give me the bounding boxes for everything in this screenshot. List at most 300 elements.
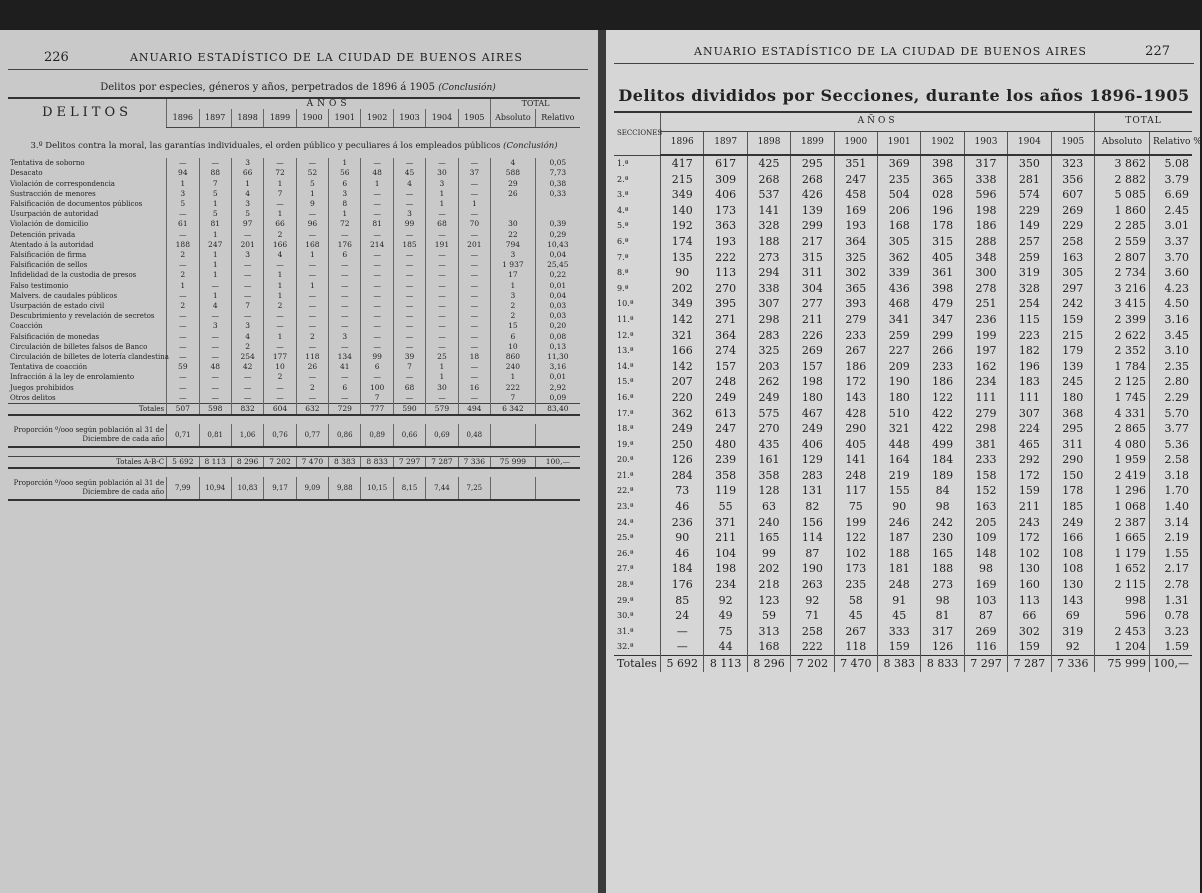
year-value: — <box>458 311 490 321</box>
year-value: 178 <box>921 218 964 234</box>
year-value: 1 <box>296 281 328 291</box>
year-value: 73 <box>661 483 704 499</box>
year-value: 5 <box>199 209 231 219</box>
year-value: — <box>231 291 263 301</box>
year-value: 30 <box>426 383 458 393</box>
year-value: 468 <box>878 296 921 312</box>
year-value: 142 <box>661 312 704 328</box>
summary-value: 7 336 <box>458 457 490 469</box>
year-value: 254 <box>231 352 263 362</box>
year-value: 349 <box>661 187 704 203</box>
year-value: 257 <box>1008 234 1051 250</box>
year-value: 141 <box>834 452 877 468</box>
year-value: 52 <box>296 168 328 178</box>
year-value: 249 <box>791 421 834 437</box>
absoluto-value: 1 860 <box>1095 203 1150 219</box>
year-value: — <box>231 281 263 291</box>
year-value: 211 <box>1008 499 1051 515</box>
seccion-label: 16.ª <box>617 392 634 402</box>
year-value: 233 <box>921 359 964 375</box>
year-value: 292 <box>1008 452 1051 468</box>
year-value: 248 <box>878 577 921 593</box>
year-value: 317 <box>964 155 1007 172</box>
year-value: — <box>361 199 393 209</box>
total-relativo: 100,— <box>1150 656 1192 672</box>
relativo-value: 5.08 <box>1150 155 1192 172</box>
year-value: — <box>361 209 393 219</box>
absoluto-value: 3 <box>491 250 536 260</box>
year-value: 169 <box>964 577 1007 593</box>
year-value: 242 <box>921 515 964 531</box>
year-value: 269 <box>1051 203 1094 219</box>
empty-cell <box>535 477 580 500</box>
absoluto-value: 794 <box>491 240 536 250</box>
year-value: 321 <box>878 421 921 437</box>
year-value: 217 <box>791 234 834 250</box>
year-value: 152 <box>964 483 1007 499</box>
year-value: 575 <box>747 406 790 422</box>
year-header: 1905 <box>1051 132 1094 156</box>
year-value: 59 <box>747 608 790 624</box>
year-value: 158 <box>964 468 1007 484</box>
summary-value: 507 <box>167 404 199 416</box>
absoluto-value: 2 865 <box>1095 421 1150 437</box>
year-value: 613 <box>704 406 747 422</box>
year-value: 307 <box>1008 406 1051 422</box>
table-row <box>614 452 1192 468</box>
delito-name: Desacato <box>10 169 43 178</box>
table-row <box>8 301 580 311</box>
year-value: 4 <box>393 179 425 189</box>
year-value: 114 <box>791 530 834 546</box>
year-value: 458 <box>834 187 877 203</box>
year-value: 99 <box>361 352 393 362</box>
absoluto-value: 588 <box>491 168 536 178</box>
summary-value: 8 383 <box>329 457 361 469</box>
year-value: 90 <box>878 499 921 515</box>
year-value: — <box>426 260 458 270</box>
year-value: 113 <box>704 265 747 281</box>
relativo-value <box>535 209 580 219</box>
year-value: — <box>393 332 425 342</box>
delito-name: Violación de correspondencia <box>10 179 115 188</box>
summary-value: 604 <box>264 404 296 416</box>
year-value: 269 <box>791 343 834 359</box>
year-value: 393 <box>834 296 877 312</box>
seccion-label: 26.ª <box>617 548 634 558</box>
year-value: — <box>329 291 361 301</box>
summary-row <box>8 424 580 447</box>
table-row <box>8 189 580 199</box>
year-value: — <box>296 270 328 280</box>
relativo-value: 3.45 <box>1150 328 1192 344</box>
absoluto-value: 22 <box>491 230 536 240</box>
year-value: 211 <box>791 312 834 328</box>
year-value: — <box>361 291 393 301</box>
seccion-label: 3.ª <box>617 190 629 200</box>
year-value: 102 <box>834 546 877 562</box>
year-value: 188 <box>878 546 921 562</box>
year-value: — <box>167 209 199 219</box>
relativo-value: 0,22 <box>535 270 580 280</box>
year-value: 199 <box>834 515 877 531</box>
year-value: 258 <box>791 624 834 640</box>
year-value: 249 <box>661 421 704 437</box>
table-row <box>8 260 580 270</box>
absoluto-value: 2 419 <box>1095 468 1150 484</box>
year-value: 16 <box>458 383 490 393</box>
year-value: 174 <box>661 234 704 250</box>
year-value: 1 <box>199 291 231 301</box>
year-value: 45 <box>834 608 877 624</box>
year-value: 69 <box>1051 608 1094 624</box>
year-value: 295 <box>791 155 834 172</box>
year-value: 81 <box>199 219 231 229</box>
year-value: — <box>458 321 490 331</box>
relativo-value: 0,04 <box>535 291 580 301</box>
year-value: 39 <box>393 352 425 362</box>
year-value: 115 <box>1008 312 1051 328</box>
year-value: 66 <box>264 219 296 229</box>
year-value: — <box>426 332 458 342</box>
seccion-label: 5.ª <box>617 221 629 231</box>
year-value: 254 <box>1008 296 1051 312</box>
right-running-title: ANUARIO ESTADÍSTICO DE LA CIUDAD DE BUENOS AIRES <box>694 45 1087 58</box>
table-row <box>8 240 580 250</box>
summary-value: 0,48 <box>458 424 490 447</box>
year-value: 1 <box>361 179 393 189</box>
relativo-value: 1.59 <box>1150 639 1192 655</box>
section-note: (Conclusión) <box>503 140 558 151</box>
year-value: — <box>458 179 490 189</box>
delito-name: Detención privada <box>10 230 76 239</box>
absoluto-value: 30 <box>491 219 536 229</box>
year-value: 242 <box>1051 296 1094 312</box>
left-page <box>0 30 598 893</box>
year-value: 202 <box>747 561 790 577</box>
summary-label: Totales <box>8 404 167 416</box>
delito-name: Tentativa de soborno <box>10 159 85 168</box>
year-value: 617 <box>704 155 747 172</box>
year-value: 92 <box>1051 639 1094 655</box>
relativo-value: 0,03 <box>535 301 580 311</box>
table-row <box>614 499 1192 515</box>
table-row <box>614 155 1192 172</box>
year-value: 49 <box>704 608 747 624</box>
year-value: 126 <box>661 452 704 468</box>
table-row <box>614 421 1192 437</box>
year-value: 279 <box>964 406 1007 422</box>
absoluto-value: 2 285 <box>1095 218 1150 234</box>
absoluto-value: 3 415 <box>1095 296 1150 312</box>
absoluto-value: 15 <box>491 321 536 331</box>
year-value: 263 <box>791 577 834 593</box>
absoluto-value: 5 085 <box>1095 187 1150 203</box>
year-value: 9 <box>296 199 328 209</box>
summary-value: 7 297 <box>393 457 425 469</box>
year-value: 66 <box>1008 608 1051 624</box>
table-row <box>8 393 580 404</box>
year-value: 365 <box>834 281 877 297</box>
year-value: — <box>199 332 231 342</box>
year-value: 45 <box>878 608 921 624</box>
total-value: 7 287 <box>1008 656 1051 672</box>
year-value: 104 <box>704 546 747 562</box>
spacer <box>8 415 580 424</box>
year-value: 159 <box>1008 483 1051 499</box>
year-value: 197 <box>964 343 1007 359</box>
table-row <box>614 328 1192 344</box>
year-value: 1 <box>264 179 296 189</box>
total-value: 7 470 <box>834 656 877 672</box>
year-value: — <box>329 342 361 352</box>
absoluto-value: 2 <box>491 311 536 321</box>
year-value: — <box>393 372 425 382</box>
year-value: 504 <box>878 187 921 203</box>
year-value: 142 <box>661 359 704 375</box>
summary-value: 8,15 <box>393 477 425 500</box>
year-header: 1897 <box>199 109 231 128</box>
relativo-value: 1.40 <box>1150 499 1192 515</box>
year-value: 192 <box>661 218 704 234</box>
table-row <box>614 624 1192 640</box>
year-value: 245 <box>1051 374 1094 390</box>
absoluto-value: 1 204 <box>1095 639 1150 655</box>
year-value: 248 <box>834 468 877 484</box>
absoluto-value: 2 622 <box>1095 328 1150 344</box>
total-value: 7 336 <box>1051 656 1094 672</box>
relativo-value: 0,29 <box>535 230 580 240</box>
relativo-value: 5.36 <box>1150 437 1192 453</box>
year-value: — <box>426 270 458 280</box>
year-value: — <box>167 260 199 270</box>
absoluto-value: 1 652 <box>1095 561 1150 577</box>
year-value: 229 <box>1051 218 1094 234</box>
year-value: 188 <box>167 240 199 250</box>
year-value: 299 <box>921 328 964 344</box>
year-value: 1 <box>426 372 458 382</box>
year-value: 188 <box>747 234 790 250</box>
year-value: 99 <box>393 219 425 229</box>
year-value: 139 <box>1051 359 1094 375</box>
table-row <box>8 332 580 342</box>
table-row <box>8 321 580 331</box>
absoluto-value: 1 784 <box>1095 359 1150 375</box>
relativo-value: 3.01 <box>1150 218 1192 234</box>
year-value: 82 <box>791 499 834 515</box>
table-row <box>614 187 1192 203</box>
year-value: 368 <box>1051 406 1094 422</box>
summary-row <box>8 457 580 469</box>
year-value: — <box>167 291 199 301</box>
year-value: 75 <box>704 624 747 640</box>
year-value: — <box>426 393 458 404</box>
summary-value: 10,15 <box>361 477 393 500</box>
year-value: 196 <box>921 203 964 219</box>
absoluto-value: 2 115 <box>1095 577 1150 593</box>
year-value: 323 <box>1051 155 1094 172</box>
summary-value: 8 113 <box>199 457 231 469</box>
year-value: 229 <box>1008 203 1051 219</box>
year-value: 315 <box>791 250 834 266</box>
year-value: — <box>361 270 393 280</box>
year-value: 148 <box>964 546 1007 562</box>
year-value: 236 <box>661 515 704 531</box>
year-value: 480 <box>704 437 747 453</box>
table-row <box>614 250 1192 266</box>
summary-value: 0,81 <box>199 424 231 447</box>
year-value: 130 <box>1008 561 1051 577</box>
year-value: 226 <box>791 328 834 344</box>
relativo-value: 3.79 <box>1150 172 1192 188</box>
year-value: — <box>393 250 425 260</box>
year-value: 3 <box>426 179 458 189</box>
year-value: 358 <box>747 468 790 484</box>
year-value: 222 <box>791 639 834 655</box>
year-value: — <box>361 260 393 270</box>
year-value: 143 <box>1051 593 1094 609</box>
summary-value: 598 <box>199 404 231 416</box>
totals-row <box>614 656 1192 672</box>
absoluto-value: 4 <box>491 158 536 168</box>
year-value: 319 <box>1051 624 1094 640</box>
absoluto-value: 222 <box>491 383 536 393</box>
year-value: 215 <box>1051 328 1094 344</box>
year-value: 116 <box>964 639 1007 655</box>
summary-label: Proporción º/ooo según población al 31 de Diciembre de cada año <box>8 477 167 500</box>
year-value: 1 <box>329 209 361 219</box>
year-value: 214 <box>361 240 393 250</box>
year-value: 1 <box>426 199 458 209</box>
seccion-label: 11.ª <box>617 314 634 324</box>
year-value: 87 <box>964 608 1007 624</box>
year-value: 198 <box>791 374 834 390</box>
year-value: 1 <box>199 260 231 270</box>
absoluto-value: 4 331 <box>1095 406 1150 422</box>
relativo-value: 0,09 <box>535 393 580 404</box>
year-value: — <box>426 321 458 331</box>
seccion-label: 30.ª <box>617 611 634 621</box>
year-value: 177 <box>264 352 296 362</box>
absoluto-value: 596 <box>1095 608 1150 624</box>
relativo-value: 3.70 <box>1150 250 1192 266</box>
summary-value: 7,25 <box>458 477 490 500</box>
year-value: 1 <box>167 179 199 189</box>
table-row <box>614 343 1192 359</box>
year-value: 425 <box>747 155 790 172</box>
empty-cell <box>491 477 536 500</box>
relativo-value: 0,03 <box>535 311 580 321</box>
right-table-title: Delitos divididos por Secciones, durante los años 1896-1905 <box>618 86 1190 105</box>
year-value: 311 <box>791 265 834 281</box>
delito-name: Violación de domicilio <box>10 220 89 229</box>
year-value: 3 <box>231 199 263 209</box>
year-value: 325 <box>834 250 877 266</box>
year-value: — <box>393 321 425 331</box>
year-value: 358 <box>704 468 747 484</box>
year-value: 436 <box>878 281 921 297</box>
year-value: 5 <box>296 179 328 189</box>
relativo-value <box>535 199 580 209</box>
year-value: 321 <box>661 328 704 344</box>
absoluto-value: 3 216 <box>1095 281 1150 297</box>
year-value: 184 <box>661 561 704 577</box>
summary-value: 579 <box>426 404 458 416</box>
delito-name: Malvers. de caudales públicos <box>10 291 118 300</box>
total-value: 8 296 <box>747 656 790 672</box>
absoluto-value: 7 <box>491 393 536 404</box>
relativo-value: 2.17 <box>1150 561 1192 577</box>
year-value: — <box>231 311 263 321</box>
year-value: — <box>393 342 425 352</box>
year-value: 227 <box>878 343 921 359</box>
year-value: 98 <box>921 593 964 609</box>
year-value: 2 <box>264 301 296 311</box>
year-value: 236 <box>964 312 1007 328</box>
absoluto-value: 1 937 <box>491 260 536 270</box>
year-value: — <box>231 270 263 280</box>
delito-name: Infidelidad de la custodia de presos <box>10 271 137 280</box>
delito-name: Juegos prohibidos <box>10 383 74 392</box>
delitos-col-header: DELITOS <box>8 98 167 128</box>
year-value: 5 <box>199 189 231 199</box>
summary-value: 590 <box>393 404 425 416</box>
year-value: — <box>296 321 328 331</box>
year-value: 273 <box>921 577 964 593</box>
year-value: — <box>393 311 425 321</box>
absoluto-value: 10 <box>491 342 536 352</box>
year-value: 187 <box>878 530 921 546</box>
year-value: 205 <box>964 515 1007 531</box>
year-value: 273 <box>747 250 790 266</box>
year-value: 283 <box>747 328 790 344</box>
delito-name: Sustracción de menores <box>10 189 96 198</box>
year-value: 381 <box>964 437 1007 453</box>
table-row <box>8 158 580 168</box>
table-row <box>8 168 580 178</box>
year-value: 139 <box>791 203 834 219</box>
total-value: 8 833 <box>921 656 964 672</box>
year-value: — <box>296 301 328 311</box>
year-value: 304 <box>791 281 834 297</box>
year-value: 103 <box>964 593 1007 609</box>
year-value: — <box>167 158 199 168</box>
year-value: — <box>458 189 490 199</box>
left-running-title: ANUARIO ESTADÍSTICO DE LA CIUDAD DE BUENOS AIRES <box>129 51 523 64</box>
year-value: — <box>393 189 425 199</box>
year-value: — <box>199 393 231 404</box>
year-value: 196 <box>1008 359 1051 375</box>
year-value: 3 <box>231 321 263 331</box>
year-value: — <box>458 332 490 342</box>
relativo-value: 3.16 <box>1150 312 1192 328</box>
year-value: 198 <box>704 561 747 577</box>
seccion-label: 23.ª <box>617 502 634 512</box>
year-value: 290 <box>834 421 877 437</box>
year-value: 163 <box>964 499 1007 515</box>
year-value: 2 <box>264 230 296 240</box>
year-value: 72 <box>329 219 361 229</box>
right-anos-col-header: AÑOS <box>661 112 1095 132</box>
year-value: 44 <box>704 639 747 655</box>
year-value: 596 <box>964 187 1007 203</box>
year-value: 1 <box>199 270 231 280</box>
year-value: 140 <box>661 203 704 219</box>
year-value: 157 <box>704 359 747 375</box>
year-value: 294 <box>747 265 790 281</box>
year-value: — <box>167 230 199 240</box>
year-value: 223 <box>1008 328 1051 344</box>
